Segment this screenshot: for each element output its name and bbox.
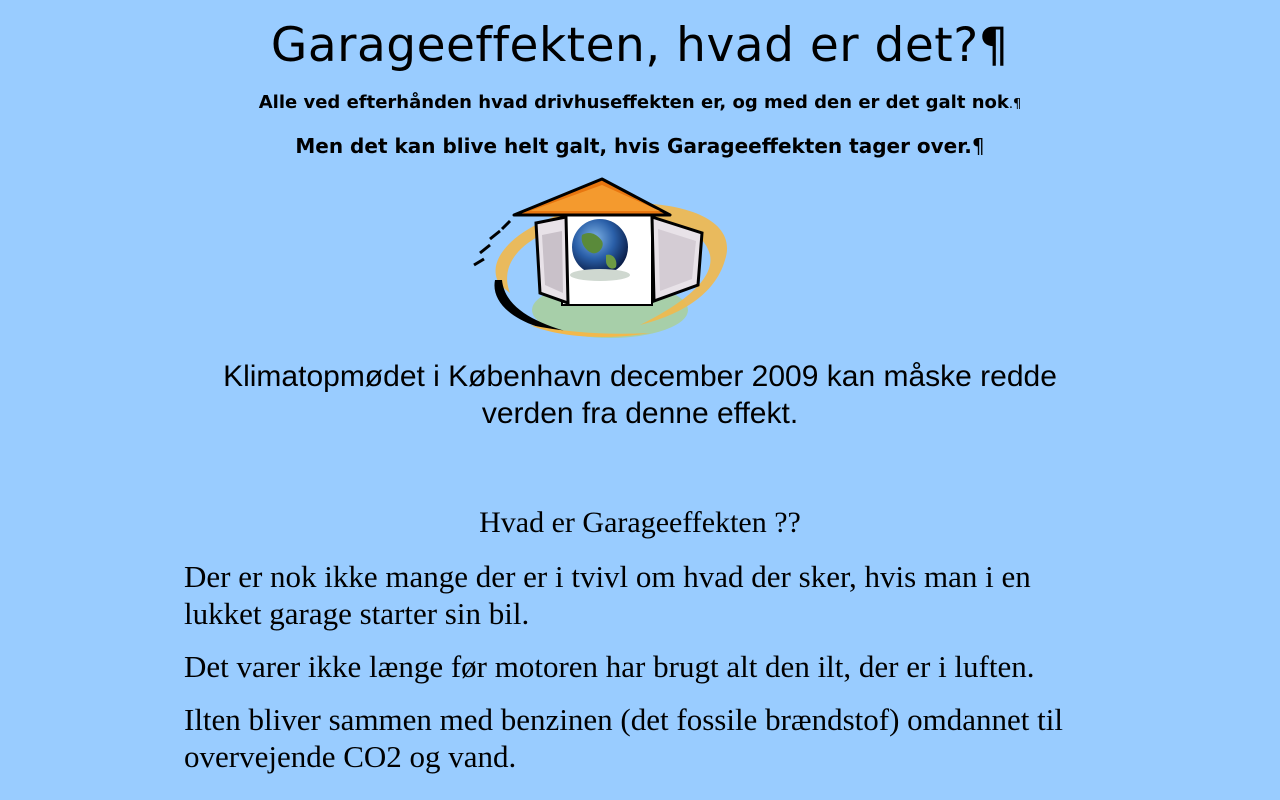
- subtitle-garage-effect-text: Men det kan blive helt galt, hvis Garageeffekten tager over.: [295, 134, 972, 158]
- subtitle-greenhouse: [0, 90, 1280, 118]
- garage-globe-logo-icon: [470, 175, 735, 340]
- page-title-text: Garageeffekten, hvad er det?¶: [270, 18, 1010, 73]
- subtitle-garage-effect: [0, 132, 1280, 160]
- pilcrow-mark: .¶: [1008, 97, 1022, 112]
- paragraph: Det varer ikke længe før motoren har brugt alt den ilt, der er i luften.: [184, 649, 1035, 684]
- paragraph: Der er nok ikke mange der er i tvivl om hvad der sker, hvis man i en lukket garage starter sin bil.: [184, 559, 1031, 631]
- body-text: [184, 558, 1114, 791]
- section-heading: Hvad er Garageeffekten ??: [479, 506, 801, 539]
- subtitle-greenhouse-text: Alle ved efterhånden hvad drivhuseffekten er, og med den er det galt nok: [258, 92, 1009, 113]
- pilcrow-mark: ¶: [971, 134, 985, 158]
- intro-text: Klimatopmødet i København december 2009 kan måske redde verden fra denne effekt.: [223, 360, 1057, 430]
- paragraph: Ilten bliver sammen med benzinen (det fossile brændstof) omdannet til overvejende CO2 og vand.: [184, 702, 1063, 774]
- page-title: [0, 18, 1280, 74]
